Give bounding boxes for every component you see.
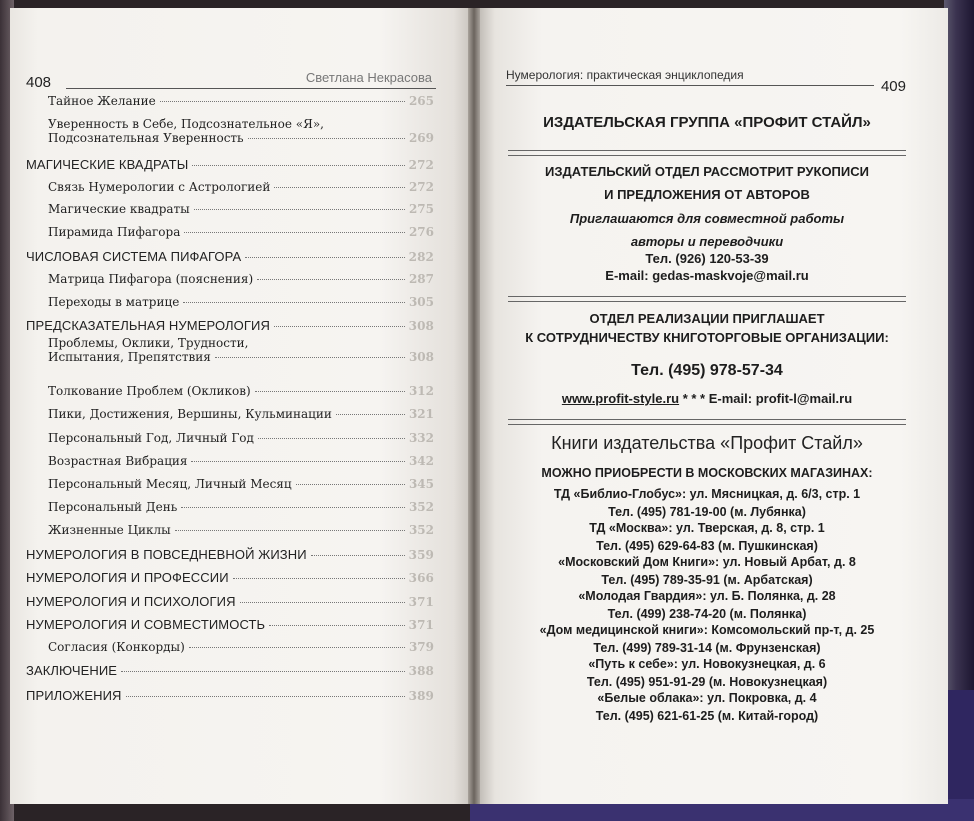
store-phone: Тел. (495) 789-35-91 (м. Арбатская) xyxy=(601,573,813,587)
toc-entry-title: Уверенность в Себе, Подсознательное «Я», xyxy=(48,117,324,131)
toc-entry-title: ПРЕДСКАЗАТЕЛЬНАЯ НУМЕРОЛОГИЯ xyxy=(26,318,270,333)
toc-page-number: 321 xyxy=(408,407,434,421)
toc-entry-title: Жизненные Циклы xyxy=(48,523,171,537)
publisher-title: ИЗДАТЕЛЬСКАЯ ГРУППА «ПРОФИТ СТАЙЛ» xyxy=(543,114,871,131)
toc-leader-dots xyxy=(181,507,405,508)
toc-entry xyxy=(26,318,434,333)
store-street: ул. Б. Полянка, д. 28 xyxy=(706,589,836,603)
toc-entry xyxy=(26,547,434,562)
toc-page-number: 388 xyxy=(408,664,434,678)
header-rule xyxy=(506,85,874,86)
toc-entry xyxy=(26,295,434,309)
running-author: Светлана Некрасова xyxy=(305,70,432,85)
toc-entry-title: Пирамида Пифагора xyxy=(48,225,181,239)
divider xyxy=(508,301,906,302)
divider xyxy=(508,155,906,156)
toc-leader-dots xyxy=(296,484,405,485)
toc-leader-dots xyxy=(245,257,404,258)
toc-page-number: 366 xyxy=(408,571,434,585)
toc-entry-title: ПРИЛОЖЕНИЯ xyxy=(26,688,122,703)
toc-leader-dots xyxy=(175,530,405,531)
toc-page-number: 342 xyxy=(408,454,434,468)
toc-page-number: 379 xyxy=(408,640,434,654)
toc-leader-dots xyxy=(311,555,405,556)
toc-entry-title: МАГИЧЕСКИЕ КВАДРАТЫ xyxy=(26,157,189,172)
store-street: ул. Покровка, д. 4 xyxy=(703,691,817,705)
toc-entry xyxy=(26,157,434,172)
store-name: «Путь к себе»: xyxy=(588,657,678,671)
toc-entry-title: Толкование Проблем (Окликов) xyxy=(48,384,251,398)
divider xyxy=(508,419,906,420)
toc-page-number: 305 xyxy=(408,295,434,309)
toc-entry-title: Согласия (Конкорды) xyxy=(48,640,185,654)
store-name: «Молодая Гвардия»: xyxy=(578,589,707,603)
toc-entry xyxy=(26,640,434,654)
toc-page-number: 269 xyxy=(408,131,434,145)
toc-entry xyxy=(26,454,434,468)
toc-leader-dots xyxy=(233,578,405,579)
toc-entry-title: Подсознательная Уверенность xyxy=(48,131,244,145)
store-address xyxy=(508,521,906,535)
toc-entry xyxy=(26,688,434,703)
toc-leader-dots xyxy=(248,138,405,139)
toc-page-number: 282 xyxy=(408,250,434,264)
toc-page-number: 308 xyxy=(408,350,434,364)
toc-leader-dots xyxy=(183,302,405,303)
toc-leader-dots xyxy=(258,438,405,439)
toc-entry-title: НУМЕРОЛОГИЯ В ПОВСЕДНЕВНОЙ ЖИЗНИ xyxy=(26,547,307,562)
page-number: 409 xyxy=(880,78,906,95)
dept-line: ИЗДАТЕЛЬСКИЙ ОТДЕЛ РАССМОТРИТ РУКОПИСИ xyxy=(545,164,869,179)
store-phone: Тел. (499) 789-31-14 (м. Фрунзенская) xyxy=(593,641,821,655)
toc-entry-title: Возрастная Вибрация xyxy=(48,454,188,468)
toc-leader-dots xyxy=(121,671,405,672)
page-number: 408 xyxy=(26,74,52,91)
toc-leader-dots xyxy=(257,279,405,280)
store-phone: Тел. (499) 238-74-20 (м. Полянка) xyxy=(607,607,807,621)
toc-entry xyxy=(26,249,434,264)
store-name: «Московский Дом Книги»: xyxy=(558,555,720,569)
store-address xyxy=(508,487,906,501)
toc-page-number: 308 xyxy=(408,319,434,333)
book-gutter xyxy=(468,8,480,804)
toc-entry xyxy=(26,431,434,445)
toc-entry xyxy=(26,384,434,398)
phone: Тел. (926) 120-53-39 xyxy=(645,251,769,266)
right-page-header xyxy=(506,68,906,95)
toc-leader-dots xyxy=(189,647,405,648)
store-street: ул. Мясницкая, д. 6/3, стр. 1 xyxy=(686,487,861,501)
toc-entry xyxy=(26,523,434,537)
website-link[interactable]: www.profit-style.ru xyxy=(561,391,680,406)
toc-page-number: 272 xyxy=(408,180,434,194)
toc-entry-title: Связь Нумерологии с Астрологией xyxy=(48,180,271,194)
toc-entry xyxy=(26,594,434,609)
divider xyxy=(508,150,906,151)
toc-entry xyxy=(26,272,434,286)
store-name: ТД «Москва»: xyxy=(589,521,673,535)
toc-entry-title: Матрица Пифагора (пояснения) xyxy=(48,272,254,286)
store-name: «Белые облака»: xyxy=(597,691,704,705)
header-rule xyxy=(66,88,436,89)
phone: Тел. (495) 978-57-34 xyxy=(631,362,783,379)
contact-line xyxy=(508,391,906,406)
toc-leader-dots xyxy=(160,101,405,102)
toc-entry-title: ЧИСЛОВАЯ СИСТЕМА ПИФАГОРА xyxy=(26,249,242,264)
store-phone: Тел. (495) 781-19-00 (м. Лубянка) xyxy=(608,505,806,519)
toc-entry xyxy=(26,617,434,632)
toc-page-number: 265 xyxy=(408,94,434,108)
email: E-mail: gedas-maskvoje@mail.ru xyxy=(605,268,809,283)
toc-entry-title: Персональный Месяц, Личный Месяц xyxy=(48,477,292,491)
store-address xyxy=(508,657,906,671)
sales-line: К СОТРУДНИЧЕСТВУ КНИГОТОРГОВЫЕ ОРГАНИЗАЦИИ: xyxy=(525,330,889,345)
toc-page-number: 275 xyxy=(408,202,434,216)
toc-entry-title: НУМЕРОЛОГИЯ И ПСИХОЛОГИЯ xyxy=(26,594,236,609)
toc-entry-title: Переходы в матрице xyxy=(48,295,180,309)
toc-entry-title: Пики, Достижения, Вершины, Кульминации xyxy=(48,407,332,421)
toc-page-number: 276 xyxy=(408,225,434,239)
toc-entry xyxy=(26,477,434,491)
toc-entry-title: Персональный Год, Личный Год xyxy=(48,431,254,445)
store-address xyxy=(508,623,906,637)
running-title: Нумерология: практическая энциклопедия xyxy=(506,68,744,82)
books-title: Книги издательства «Профит Стайл» xyxy=(551,433,863,453)
toc-page-number: 352 xyxy=(408,500,434,514)
divider xyxy=(508,424,906,425)
email: E-mail: profit-l@mail.ru xyxy=(708,391,853,406)
store-street: Комсомольский пр-т, д. 25 xyxy=(707,623,875,637)
toc-entry-title: НУМЕРОЛОГИЯ И СОВМЕСТИМОСТЬ xyxy=(26,617,266,632)
toc-entry-title: Тайное Желание xyxy=(48,94,156,108)
store-address xyxy=(508,589,906,603)
toc-entry xyxy=(26,117,434,145)
sales-line: ОТДЕЛ РЕАЛИЗАЦИИ ПРИГЛАШАЕТ xyxy=(589,311,825,326)
toc-leader-dots xyxy=(215,357,405,358)
toc-entry xyxy=(26,180,434,194)
toc-entry-title: Магические квадраты xyxy=(48,202,190,216)
toc-leader-dots xyxy=(336,414,405,415)
toc-leader-dots xyxy=(240,602,405,603)
invite-text: авторы и переводчики xyxy=(630,234,784,249)
toc-entry xyxy=(26,570,434,585)
store-street: ул. Тверская, д. 8, стр. 1 xyxy=(672,521,825,535)
toc-leader-dots xyxy=(191,461,404,462)
toc-page-number: 272 xyxy=(408,158,434,172)
store-address xyxy=(508,555,906,569)
toc-page-number: 371 xyxy=(408,595,434,609)
dept-line: И ПРЕДЛОЖЕНИЯ ОТ АВТОРОВ xyxy=(604,187,810,202)
toc-leader-dots xyxy=(274,326,405,327)
toc-page-number: 312 xyxy=(408,384,434,398)
store-name: «Дом медицинской книги»: xyxy=(539,623,708,637)
left-page-header xyxy=(26,70,436,92)
toc-leader-dots xyxy=(194,209,405,210)
toc-leader-dots xyxy=(184,232,405,233)
toc-entry xyxy=(26,202,434,216)
toc-page-number: 359 xyxy=(408,548,434,562)
toc-page-number: 352 xyxy=(408,523,434,537)
toc-entry xyxy=(26,94,434,108)
toc-entry-title: НУМЕРОЛОГИЯ И ПРОФЕССИИ xyxy=(26,570,229,585)
toc-entry-title: ЗАКЛЮЧЕНИЕ xyxy=(26,663,118,678)
toc-entry-title: Испытания, Препятствия xyxy=(48,350,211,364)
buy-line: МОЖНО ПРИОБРЕСТИ В МОСКОВСКИХ МАГАЗИНАХ: xyxy=(541,466,873,480)
store-street: ул. Новокузнецкая, д. 6 xyxy=(677,657,826,671)
toc-page-number: 287 xyxy=(408,272,434,286)
store-name: ТД «Библио-Глобус»: xyxy=(553,487,687,501)
toc-entry-title: Проблемы, Оклики, Трудности, xyxy=(48,336,249,350)
store-phone: Тел. (495) 621-61-25 (м. Китай-город) xyxy=(595,709,819,723)
toc-leader-dots xyxy=(274,187,405,188)
invite-text: Приглашаются для совместной работы xyxy=(569,211,845,226)
divider xyxy=(508,296,906,297)
toc-entry-title: Персональный День xyxy=(48,500,178,514)
toc-page-number: 389 xyxy=(408,689,434,703)
toc-leader-dots xyxy=(269,625,404,626)
toc-leader-dots xyxy=(192,165,404,166)
toc-page-number: 345 xyxy=(408,477,434,491)
store-address xyxy=(508,691,906,705)
toc-entry xyxy=(26,663,434,678)
store-phone: Тел. (495) 629-64-83 (м. Пушкинская) xyxy=(596,539,818,553)
toc-leader-dots xyxy=(255,391,405,392)
separator: * * * xyxy=(682,391,706,406)
toc-entry xyxy=(26,225,434,239)
toc-page-number: 332 xyxy=(408,431,434,445)
store-phone: Тел. (495) 951-91-29 (м. Новокузнецкая) xyxy=(586,675,828,689)
toc-entry xyxy=(26,407,434,421)
store-street: ул. Новый Арбат, д. 8 xyxy=(719,555,856,569)
toc-leader-dots xyxy=(126,696,405,697)
toc-page-number: 371 xyxy=(408,618,434,632)
toc-entry xyxy=(26,500,434,514)
toc-entry xyxy=(26,336,434,364)
